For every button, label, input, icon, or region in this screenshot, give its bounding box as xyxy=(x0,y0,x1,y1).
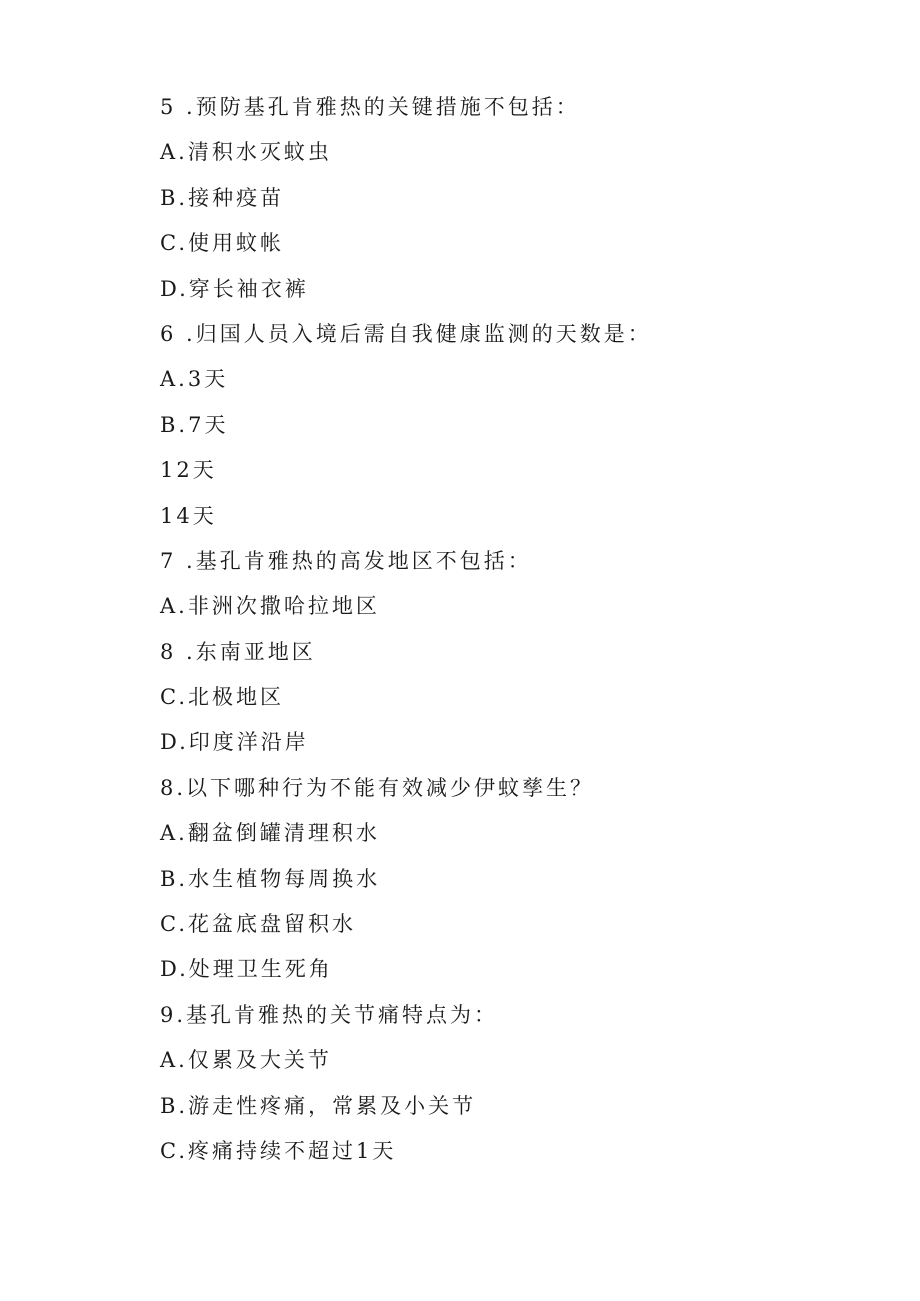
question-9-option-a: A.仅累及大关节 xyxy=(160,1048,332,1073)
question-7-option-c: C.北极地区 xyxy=(160,685,284,710)
question-8-option-d: D.处理卫生死角 xyxy=(160,957,333,982)
question-9-title: 9.基孔肯雅热的关节痛特点为： xyxy=(160,1002,499,1027)
question-5-title: 5 .预防基孔肯雅热的关键措施不包括： xyxy=(160,95,580,119)
question-8-option-a: A.翻盆倒罐清理积水 xyxy=(160,821,380,846)
question-7-option-d: D.印度洋沿岸 xyxy=(160,730,309,755)
question-5-option-c: C.使用蚊帐 xyxy=(160,231,284,256)
question-6-option-b: B.7天 xyxy=(160,412,229,437)
question-5-option-d: D.穿长袖衣裤 xyxy=(160,276,309,301)
question-5-option-a: A.清积水灭蚊虫 xyxy=(160,140,332,165)
question-5-option-b: B.接种疫苗 xyxy=(160,185,285,210)
question-8-title: 8.以下哪种行为不能有效减少伊蚊孳生？ xyxy=(160,775,595,800)
question-6-option-c: 12天 xyxy=(160,458,217,483)
question-7-title: 7 .基孔肯雅热的高发地区不包括： xyxy=(160,548,532,573)
question-8-option-b: B.水生植物每周换水 xyxy=(160,866,381,891)
question-7-option-a: A.非洲次撒哈拉地区 xyxy=(160,594,380,619)
question-6-option-d: 14天 xyxy=(160,503,217,528)
question-6-option-a: A.3天 xyxy=(160,367,229,392)
question-7-option-b: 8 .东南亚地区 xyxy=(160,639,316,664)
question-9-option-b: B.游走性疼痛，常累及小关节 xyxy=(160,1093,477,1118)
question-8-option-c: C.花盆底盘留积水 xyxy=(160,912,356,937)
question-list xyxy=(160,85,860,1174)
question-9-option-c: C.疼痛持续不超过1天 xyxy=(160,1138,397,1163)
question-6-title: 6 .归国人员入境后需自我健康监测的天数是： xyxy=(160,321,652,346)
